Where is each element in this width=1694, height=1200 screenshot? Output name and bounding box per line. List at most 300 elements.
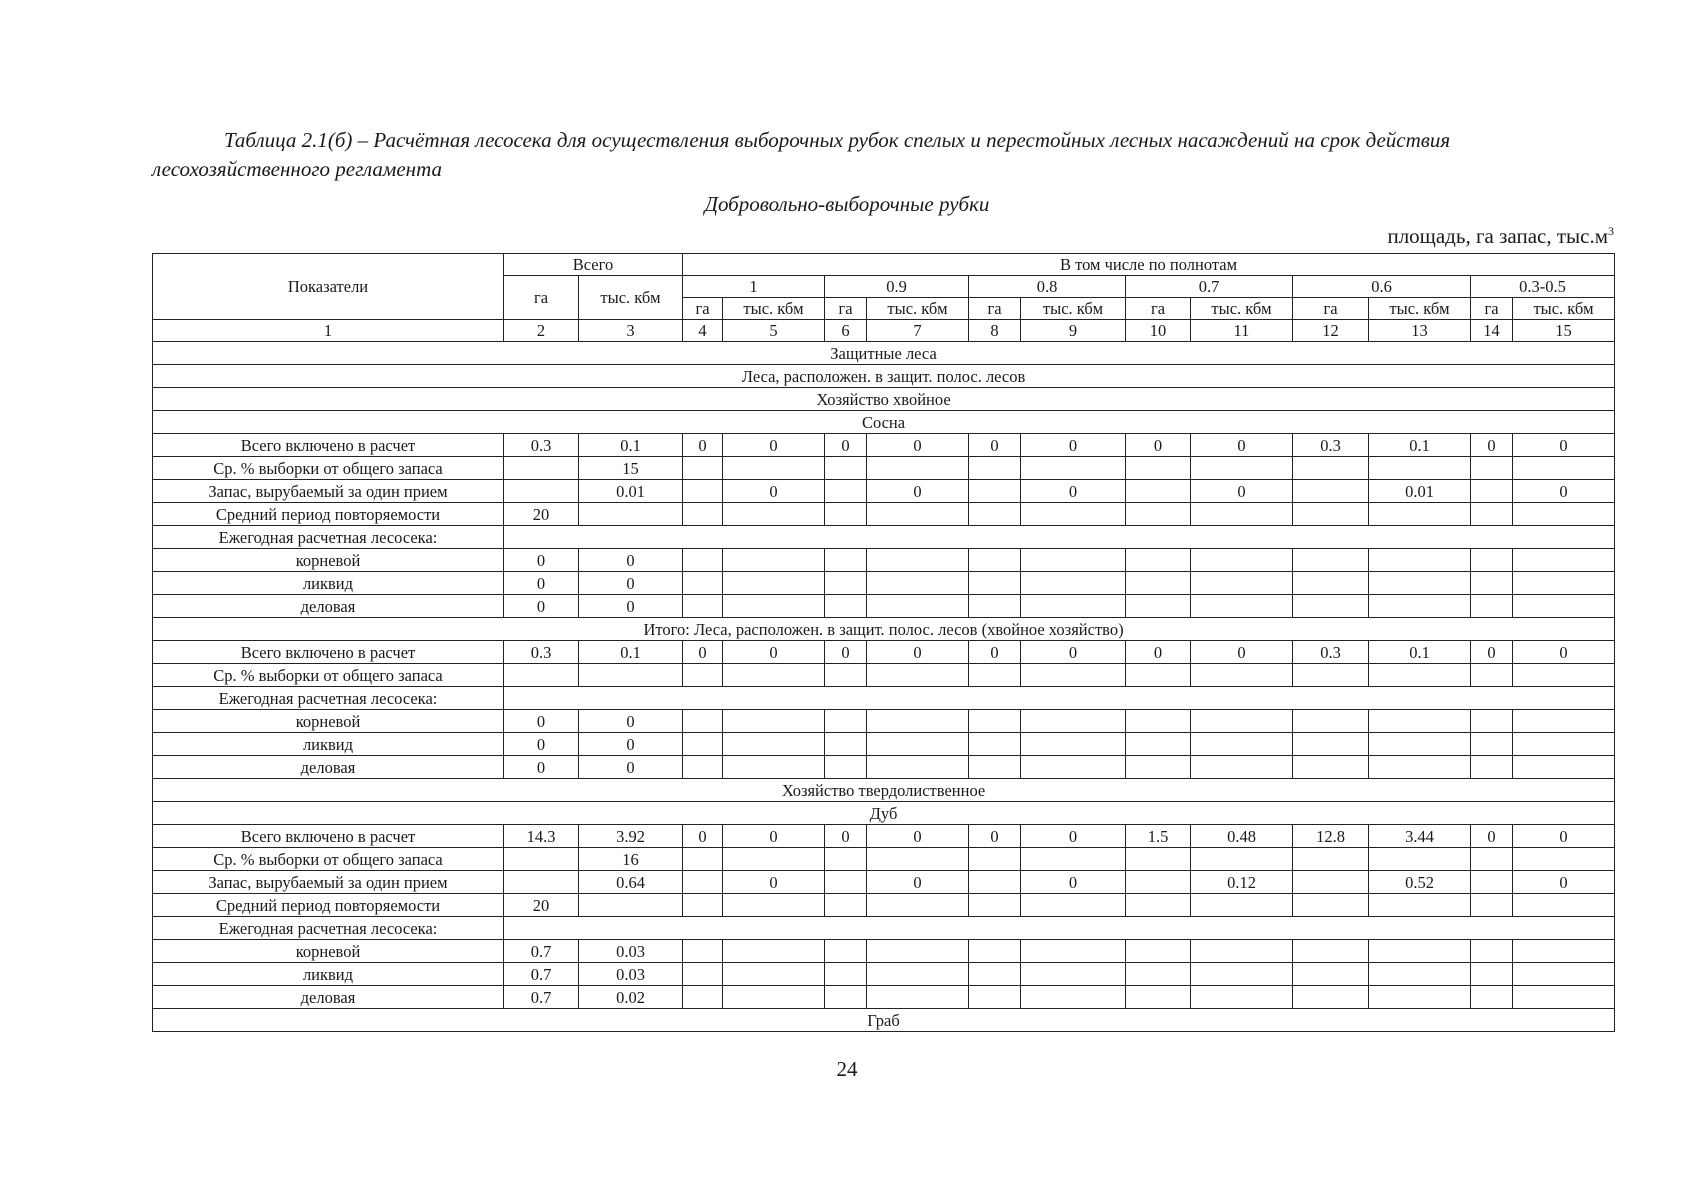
table-cell: [683, 664, 723, 687]
table-cell: 0: [579, 595, 683, 618]
table-cell: [1513, 848, 1615, 871]
table-cell: [1126, 503, 1191, 526]
cutting-area-table: [152, 253, 1615, 1032]
header-unit-tcm: тыс. кбм: [1369, 298, 1471, 320]
header-unit-tcm: тыс. кбм: [1513, 298, 1615, 320]
table-cell: [723, 733, 825, 756]
table-cell: 0.1: [579, 641, 683, 664]
table-cell: [683, 549, 723, 572]
table-cell: 14.3: [504, 825, 579, 848]
table-cell: 0: [825, 641, 867, 664]
table-cell: [1471, 963, 1513, 986]
table-cell: [1471, 940, 1513, 963]
table-cell: [969, 549, 1021, 572]
table-cell: [1369, 894, 1471, 917]
table-row: [153, 664, 1615, 687]
table-cell: 0: [825, 434, 867, 457]
table-row: [153, 940, 1615, 963]
row-label: корневой: [153, 549, 504, 572]
page-number: 24: [836, 1057, 858, 1081]
table-cell: 0.1: [1369, 434, 1471, 457]
table-cell: [1471, 710, 1513, 733]
table-cell: [1126, 894, 1191, 917]
table-cell: [969, 664, 1021, 687]
table-cell: [1513, 664, 1615, 687]
table-cell: [969, 572, 1021, 595]
column-number: 2: [504, 320, 579, 342]
table-cell: [969, 457, 1021, 480]
table-cell: [969, 848, 1021, 871]
row-label: Запас, вырубаемый за один прием: [153, 871, 504, 894]
table-caption: [152, 126, 1602, 184]
table-cell: [579, 503, 683, 526]
column-number: 1: [153, 320, 504, 342]
table-cell: [867, 986, 969, 1009]
table-cell: 0.1: [1369, 641, 1471, 664]
table-cell: 0: [579, 756, 683, 779]
caption-line-2: лесохозяйственного регламента: [152, 157, 442, 181]
table-cell: [1513, 572, 1615, 595]
table-cell: [969, 963, 1021, 986]
table-cell: 0: [969, 825, 1021, 848]
row-label: корневой: [153, 710, 504, 733]
table-cell: [969, 595, 1021, 618]
table-cell: [1293, 940, 1369, 963]
table-cell: [723, 848, 825, 871]
table-cell: 0: [579, 710, 683, 733]
header-unit-tcm: тыс. кбм: [1021, 298, 1126, 320]
table-cell: 0: [723, 825, 825, 848]
section-row: [153, 618, 1615, 641]
table-cell: [1191, 457, 1293, 480]
table-row: [153, 457, 1615, 480]
header-fullness: 1: [683, 276, 825, 298]
table-cell: [867, 848, 969, 871]
table-cell: 12.8: [1293, 825, 1369, 848]
row-label: Ежегодная расчетная лесосека:: [153, 917, 504, 940]
table-row: [153, 549, 1615, 572]
header-fullness: 0.7: [1126, 276, 1293, 298]
table-cell: [1021, 595, 1126, 618]
table-cell: 0.52: [1369, 871, 1471, 894]
table-cell: [683, 940, 723, 963]
table-cell: [1471, 664, 1513, 687]
section-title: Сосна: [153, 411, 1615, 434]
column-number: 3: [579, 320, 683, 342]
table-cell: [1513, 940, 1615, 963]
table-cell: [1293, 986, 1369, 1009]
table-cell: 0: [504, 733, 579, 756]
table-cell: 0: [1191, 641, 1293, 664]
table-cell: [1513, 549, 1615, 572]
header-row-1: [153, 254, 1615, 276]
group-label-row: [153, 687, 1615, 710]
table-cell: 0: [1191, 480, 1293, 503]
table-cell: [825, 572, 867, 595]
empty-span: [504, 687, 1615, 710]
table-cell: [1191, 733, 1293, 756]
table-cell: [1191, 986, 1293, 1009]
row-label: Ср. % выборки от общего запаса: [153, 848, 504, 871]
table-cell: 0: [579, 733, 683, 756]
table-cell: [504, 664, 579, 687]
table-cell: 0: [969, 641, 1021, 664]
table-cell: [825, 733, 867, 756]
table-cell: [723, 756, 825, 779]
table-row: [153, 871, 1615, 894]
table-cell: [1513, 503, 1615, 526]
table-cell: [683, 963, 723, 986]
table-cell: [1191, 848, 1293, 871]
table-cell: 0.1: [579, 434, 683, 457]
group-label-row: [153, 526, 1615, 549]
table-cell: [1293, 710, 1369, 733]
row-label: Всего включено в расчет: [153, 434, 504, 457]
table-cell: 0.02: [579, 986, 683, 1009]
table-cell: 0: [1513, 434, 1615, 457]
table-cell: [825, 756, 867, 779]
row-label: Ср. % выборки от общего запаса: [153, 664, 504, 687]
table-cell: [1191, 963, 1293, 986]
table-cell: 0.7: [504, 940, 579, 963]
table-cell: 0.01: [1369, 480, 1471, 503]
table-cell: [723, 457, 825, 480]
section-title: Дуб: [153, 802, 1615, 825]
table-cell: [683, 848, 723, 871]
table-cell: 0: [683, 641, 723, 664]
header-fullness: 0.9: [825, 276, 969, 298]
header-indicators: Показатели: [153, 254, 504, 320]
table-cell: 0.12: [1191, 871, 1293, 894]
column-number: 11: [1191, 320, 1293, 342]
table-cell: [1369, 664, 1471, 687]
table-cell: [1191, 710, 1293, 733]
table-cell: [1369, 963, 1471, 986]
table-cell: [1369, 756, 1471, 779]
table-cell: [1293, 457, 1369, 480]
row-label: деловая: [153, 986, 504, 1009]
table-cell: [504, 480, 579, 503]
table-cell: [683, 572, 723, 595]
table-cell: [504, 848, 579, 871]
row-label: ликвид: [153, 733, 504, 756]
table-cell: [1369, 940, 1471, 963]
section-row: [153, 411, 1615, 434]
row-label: Средний период повторяемости: [153, 503, 504, 526]
table-cell: 0.64: [579, 871, 683, 894]
table-cell: 3.92: [579, 825, 683, 848]
table-cell: [867, 572, 969, 595]
section-title: Граб: [153, 1009, 1615, 1032]
table-cell: [825, 940, 867, 963]
table-cell: [1513, 986, 1615, 1009]
table-cell: 20: [504, 503, 579, 526]
column-number: 12: [1293, 320, 1369, 342]
table-cell: [1471, 733, 1513, 756]
column-number: 10: [1126, 320, 1191, 342]
table-cell: [867, 756, 969, 779]
table-cell: [723, 963, 825, 986]
table-cell: [867, 595, 969, 618]
table-cell: 0: [723, 434, 825, 457]
table-cell: 0.3: [504, 434, 579, 457]
table-cell: [867, 664, 969, 687]
table-cell: 20: [504, 894, 579, 917]
table-cell: 0: [504, 549, 579, 572]
table-cell: [723, 894, 825, 917]
table-cell: [825, 963, 867, 986]
table-cell: [825, 457, 867, 480]
column-number: 6: [825, 320, 867, 342]
header-fullness: 0.3-0.5: [1471, 276, 1615, 298]
table-cell: [683, 503, 723, 526]
table-cell: [1293, 894, 1369, 917]
table-cell: [1126, 871, 1191, 894]
table-row: [153, 756, 1615, 779]
table-cell: 0: [1126, 434, 1191, 457]
table-cell: [1293, 756, 1369, 779]
table-cell: [1293, 572, 1369, 595]
header-total-ha: га: [504, 276, 579, 320]
table-cell: [683, 733, 723, 756]
table-cell: [683, 595, 723, 618]
table-cell: [1293, 848, 1369, 871]
table-cell: [1471, 848, 1513, 871]
table-row: [153, 503, 1615, 526]
table-cell: [1293, 963, 1369, 986]
group-label-row: [153, 917, 1615, 940]
table-cell: [1191, 503, 1293, 526]
section-title: Хозяйство хвойное: [153, 388, 1615, 411]
table-cell: [1369, 710, 1471, 733]
table-cell: 0: [504, 595, 579, 618]
empty-span: [504, 917, 1615, 940]
table-row: [153, 710, 1615, 733]
table-cell: [825, 480, 867, 503]
row-label: Ежегодная расчетная лесосека:: [153, 687, 504, 710]
table-cell: [1293, 871, 1369, 894]
table-cell: [1126, 848, 1191, 871]
table-cell: [867, 503, 969, 526]
header-unit-ha: га: [1293, 298, 1369, 320]
table-cell: [1369, 572, 1471, 595]
table-cell: [1369, 595, 1471, 618]
table-cell: 1.5: [1126, 825, 1191, 848]
section-row: [153, 342, 1615, 365]
table-cell: [825, 503, 867, 526]
column-number: 5: [723, 320, 825, 342]
table-cell: 0.3: [1293, 434, 1369, 457]
column-number: 14: [1471, 320, 1513, 342]
table-cell: [1021, 733, 1126, 756]
table-cell: [683, 986, 723, 1009]
table-cell: [1471, 595, 1513, 618]
table-cell: 0: [1471, 434, 1513, 457]
table-cell: 0: [504, 756, 579, 779]
table-cell: [1513, 894, 1615, 917]
table-cell: 0: [969, 434, 1021, 457]
section-title: Леса, расположен. в защит. полос. лесов: [153, 365, 1615, 388]
table-cell: [1513, 457, 1615, 480]
table-cell: [1126, 986, 1191, 1009]
table-cell: [825, 871, 867, 894]
table-cell: [683, 894, 723, 917]
table-subtitle: Добровольно-выборочные рубки: [704, 192, 990, 216]
section-row: [153, 779, 1615, 802]
table-cell: 0: [723, 641, 825, 664]
table-cell: 0: [683, 825, 723, 848]
table-cell: [969, 986, 1021, 1009]
table-cell: [1369, 733, 1471, 756]
table-cell: [1293, 595, 1369, 618]
column-number: 15: [1513, 320, 1615, 342]
table-cell: [723, 595, 825, 618]
table-cell: [1513, 733, 1615, 756]
section-title: Итого: Леса, расположен. в защит. полос. лесов (хвойное хозяйство): [153, 618, 1615, 641]
table-cell: [1471, 986, 1513, 1009]
section-row: [153, 365, 1615, 388]
table-cell: 0: [867, 641, 969, 664]
table-cell: 0: [504, 572, 579, 595]
table-cell: [1191, 572, 1293, 595]
table-cell: [723, 549, 825, 572]
row-label: деловая: [153, 595, 504, 618]
row-label: деловая: [153, 756, 504, 779]
table-cell: 0.03: [579, 940, 683, 963]
table-cell: [504, 457, 579, 480]
table-row: [153, 848, 1615, 871]
table-cell: [1126, 756, 1191, 779]
table-row: [153, 480, 1615, 503]
row-label: Ежегодная расчетная лесосека:: [153, 526, 504, 549]
table-cell: [683, 871, 723, 894]
table-cell: [1369, 986, 1471, 1009]
table-cell: [1126, 549, 1191, 572]
header-unit-tcm: тыс. кбм: [867, 298, 969, 320]
table-cell: [579, 894, 683, 917]
header-unit-tcm: тыс. кбм: [1191, 298, 1293, 320]
table-cell: [825, 848, 867, 871]
table-row: [153, 595, 1615, 618]
table-cell: [1293, 664, 1369, 687]
table-cell: [1293, 480, 1369, 503]
table-cell: [1191, 549, 1293, 572]
table-cell: [579, 664, 683, 687]
table-cell: 0: [1021, 871, 1126, 894]
table-cell: [1021, 664, 1126, 687]
table-cell: 0: [1021, 825, 1126, 848]
table-cell: [723, 986, 825, 1009]
column-number: 9: [1021, 320, 1126, 342]
table-cell: [1369, 457, 1471, 480]
table-cell: 0.3: [1293, 641, 1369, 664]
table-cell: 0: [579, 549, 683, 572]
table-cell: 0: [1513, 641, 1615, 664]
table-cell: [1513, 595, 1615, 618]
table-cell: [1021, 848, 1126, 871]
table-cell: [1191, 756, 1293, 779]
table-cell: [1126, 480, 1191, 503]
table-cell: [723, 572, 825, 595]
row-label: Запас, вырубаемый за один прием: [153, 480, 504, 503]
header-unit-ha: га: [1126, 298, 1191, 320]
table-cell: 0: [1513, 825, 1615, 848]
row-label: корневой: [153, 940, 504, 963]
table-cell: [1369, 549, 1471, 572]
table-cell: [1191, 940, 1293, 963]
table-cell: [1471, 756, 1513, 779]
table-cell: [723, 664, 825, 687]
table-row: [153, 733, 1615, 756]
table-row: [153, 641, 1615, 664]
table-cell: [504, 871, 579, 894]
table-cell: [1513, 756, 1615, 779]
section-row: [153, 388, 1615, 411]
table-cell: 0: [1513, 480, 1615, 503]
table-cell: [1126, 963, 1191, 986]
header-unit-ha: га: [825, 298, 867, 320]
table-cell: [867, 549, 969, 572]
table-cell: [1513, 963, 1615, 986]
column-number: 4: [683, 320, 723, 342]
table-cell: 3.44: [1369, 825, 1471, 848]
table-cell: [825, 664, 867, 687]
table-cell: 0: [1021, 480, 1126, 503]
table-cell: [825, 986, 867, 1009]
table-cell: [1126, 710, 1191, 733]
table-cell: [723, 710, 825, 733]
table-cell: [1471, 572, 1513, 595]
table-cell: [1126, 595, 1191, 618]
table-cell: [969, 733, 1021, 756]
section-row: [153, 1009, 1615, 1032]
table-cell: 0.7: [504, 986, 579, 1009]
table-cell: 16: [579, 848, 683, 871]
table-cell: [825, 710, 867, 733]
table-cell: [867, 710, 969, 733]
table-cell: [969, 756, 1021, 779]
section-row: [153, 802, 1615, 825]
table-cell: [1191, 595, 1293, 618]
table-cell: [1369, 848, 1471, 871]
table-cell: 0: [1021, 434, 1126, 457]
table-cell: [1471, 480, 1513, 503]
section-title: Защитные леса: [153, 342, 1615, 365]
header-unit-ha: га: [1471, 298, 1513, 320]
table-cell: [1293, 503, 1369, 526]
table-cell: 0: [825, 825, 867, 848]
table-cell: [1021, 549, 1126, 572]
table-cell: [1471, 457, 1513, 480]
table-cell: 15: [579, 457, 683, 480]
table-cell: [683, 457, 723, 480]
table-cell: [867, 457, 969, 480]
header-total-tcm: тыс. кбм: [579, 276, 683, 320]
column-number: 8: [969, 320, 1021, 342]
header-fullness: 0.6: [1293, 276, 1471, 298]
table-cell: 0: [504, 710, 579, 733]
table-cell: [969, 503, 1021, 526]
table-row: [153, 825, 1615, 848]
table-cell: [867, 963, 969, 986]
table-cell: 0.01: [579, 480, 683, 503]
table-cell: 0: [867, 825, 969, 848]
table-row: [153, 434, 1615, 457]
table-cell: [825, 595, 867, 618]
table-cell: 0.3: [504, 641, 579, 664]
table-cell: 0: [723, 480, 825, 503]
table-cell: 0: [1126, 641, 1191, 664]
